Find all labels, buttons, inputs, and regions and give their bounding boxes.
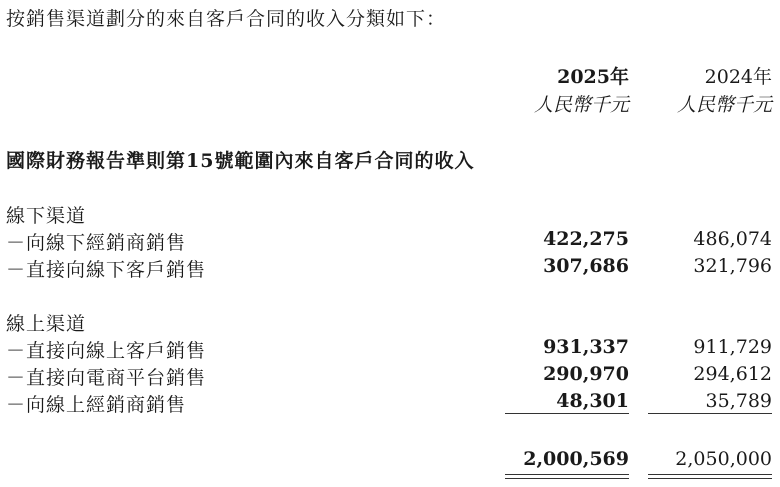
value-2025-ecommerce-platforms: 290,970: [543, 363, 629, 385]
value-2024-offline-distributors: 486,074: [693, 228, 772, 250]
value-2024-online-customers: 911,729: [693, 336, 772, 358]
total-2024: 2,050,000: [675, 448, 772, 470]
row-label-online-distributors: －向線上經銷商銷售: [6, 394, 187, 416]
section-title: 國際財務報告準則第15號範圍內來自客戶合同的收入: [6, 150, 475, 172]
subtotal-rule-2024: [648, 413, 772, 414]
value-2025-offline-customers: 307,686: [543, 255, 629, 277]
value-2024-offline-customers: 321,796: [693, 255, 772, 277]
intro-text: 按銷售渠道劃分的來自客戶合同的收入分類如下：: [6, 8, 447, 30]
total-double-rule-2025-top: [505, 474, 629, 475]
value-2024-online-distributors: 35,789: [705, 390, 772, 412]
row-label-offline-distributors: －向線下經銷商銷售: [6, 232, 187, 254]
value-2025-offline-distributors: 422,275: [543, 228, 629, 250]
total-double-rule-2024-top: [648, 474, 772, 475]
value-2025-online-distributors: 48,301: [556, 390, 629, 412]
column-header-2024-year: 2024年: [704, 66, 772, 88]
group-label-online: 線上渠道: [6, 313, 87, 335]
total-2025: 2,000,569: [523, 448, 629, 470]
group-label-offline: 線下渠道: [6, 205, 87, 227]
subtotal-rule-2025: [505, 413, 629, 414]
value-2025-online-customers: 931,337: [543, 336, 629, 358]
row-label-online-customers: －直接向線上客戶銷售: [6, 340, 207, 362]
column-header-2025-year: 2025年: [557, 66, 629, 88]
column-header-2025-unit: 人民幣千元: [533, 94, 629, 116]
column-header-2024-unit: 人民幣千元: [676, 94, 772, 116]
total-double-rule-2024-bottom: [648, 478, 772, 479]
row-label-ecommerce-platforms: －直接向電商平台銷售: [6, 367, 207, 389]
row-label-offline-customers: －直接向線下客戶銷售: [6, 259, 207, 281]
total-double-rule-2025-bottom: [505, 478, 629, 479]
value-2024-ecommerce-platforms: 294,612: [693, 363, 772, 385]
